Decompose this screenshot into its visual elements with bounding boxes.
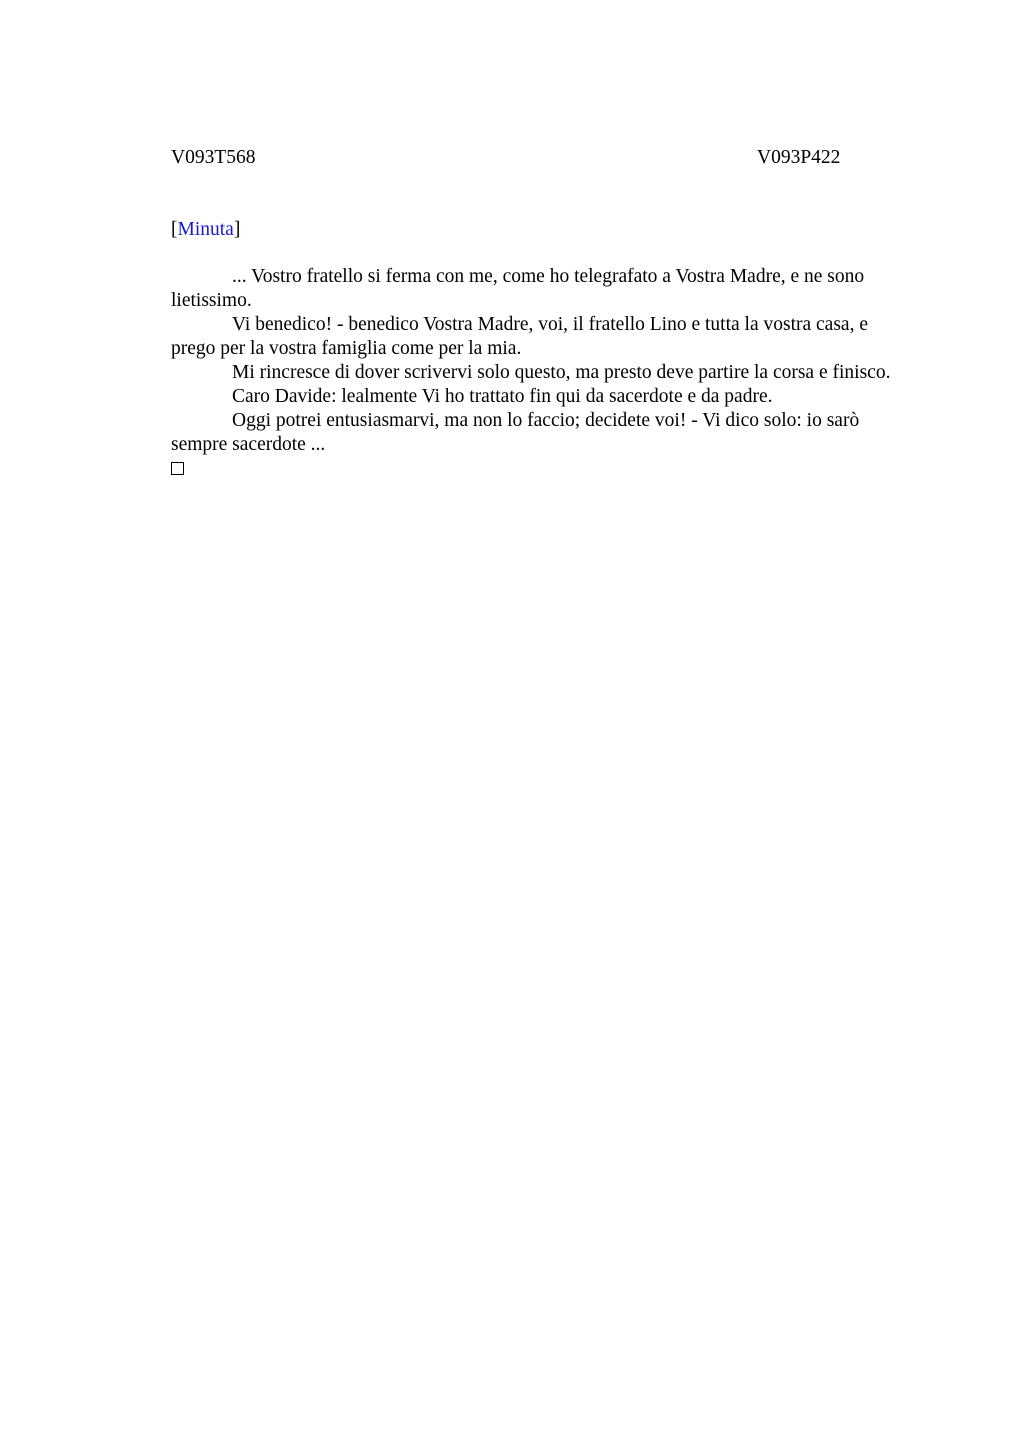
paragraph: ... Vostro fratello si ferma con me, come ho telegrafato a Vostra Madre, e ne sono lietissimo. [171,266,865,311]
document-type-link[interactable]: Minuta [177,219,234,240]
open-bracket: [ [171,219,178,240]
page-code: V093P422 [757,147,841,168]
paragraph: Oggi potrei entusiasmarvi, ma non lo faccio; decidete voi! - Vi dico solo: io sarò sempre sacerdote ... [171,410,860,455]
document-type [171,218,240,242]
close-bracket: ] [233,219,241,240]
letter-body [171,265,916,475]
paragraph: Caro Davide: lealmente Vi ho trattato fin qui da sacerdote e da padre. [232,386,773,407]
paragraph: Mi rincresce di dover scrivervi solo questo, ma presto deve partire la corsa e finisco. [232,362,891,383]
empty-square-icon [171,462,184,475]
document-code: V093T568 [171,147,256,168]
paragraph: Vi benedico! - benedico Vostra Madre, voi, il fratello Lino e tutta la vostra casa, e prego per la vostra famiglia come per la mia. [171,314,868,359]
